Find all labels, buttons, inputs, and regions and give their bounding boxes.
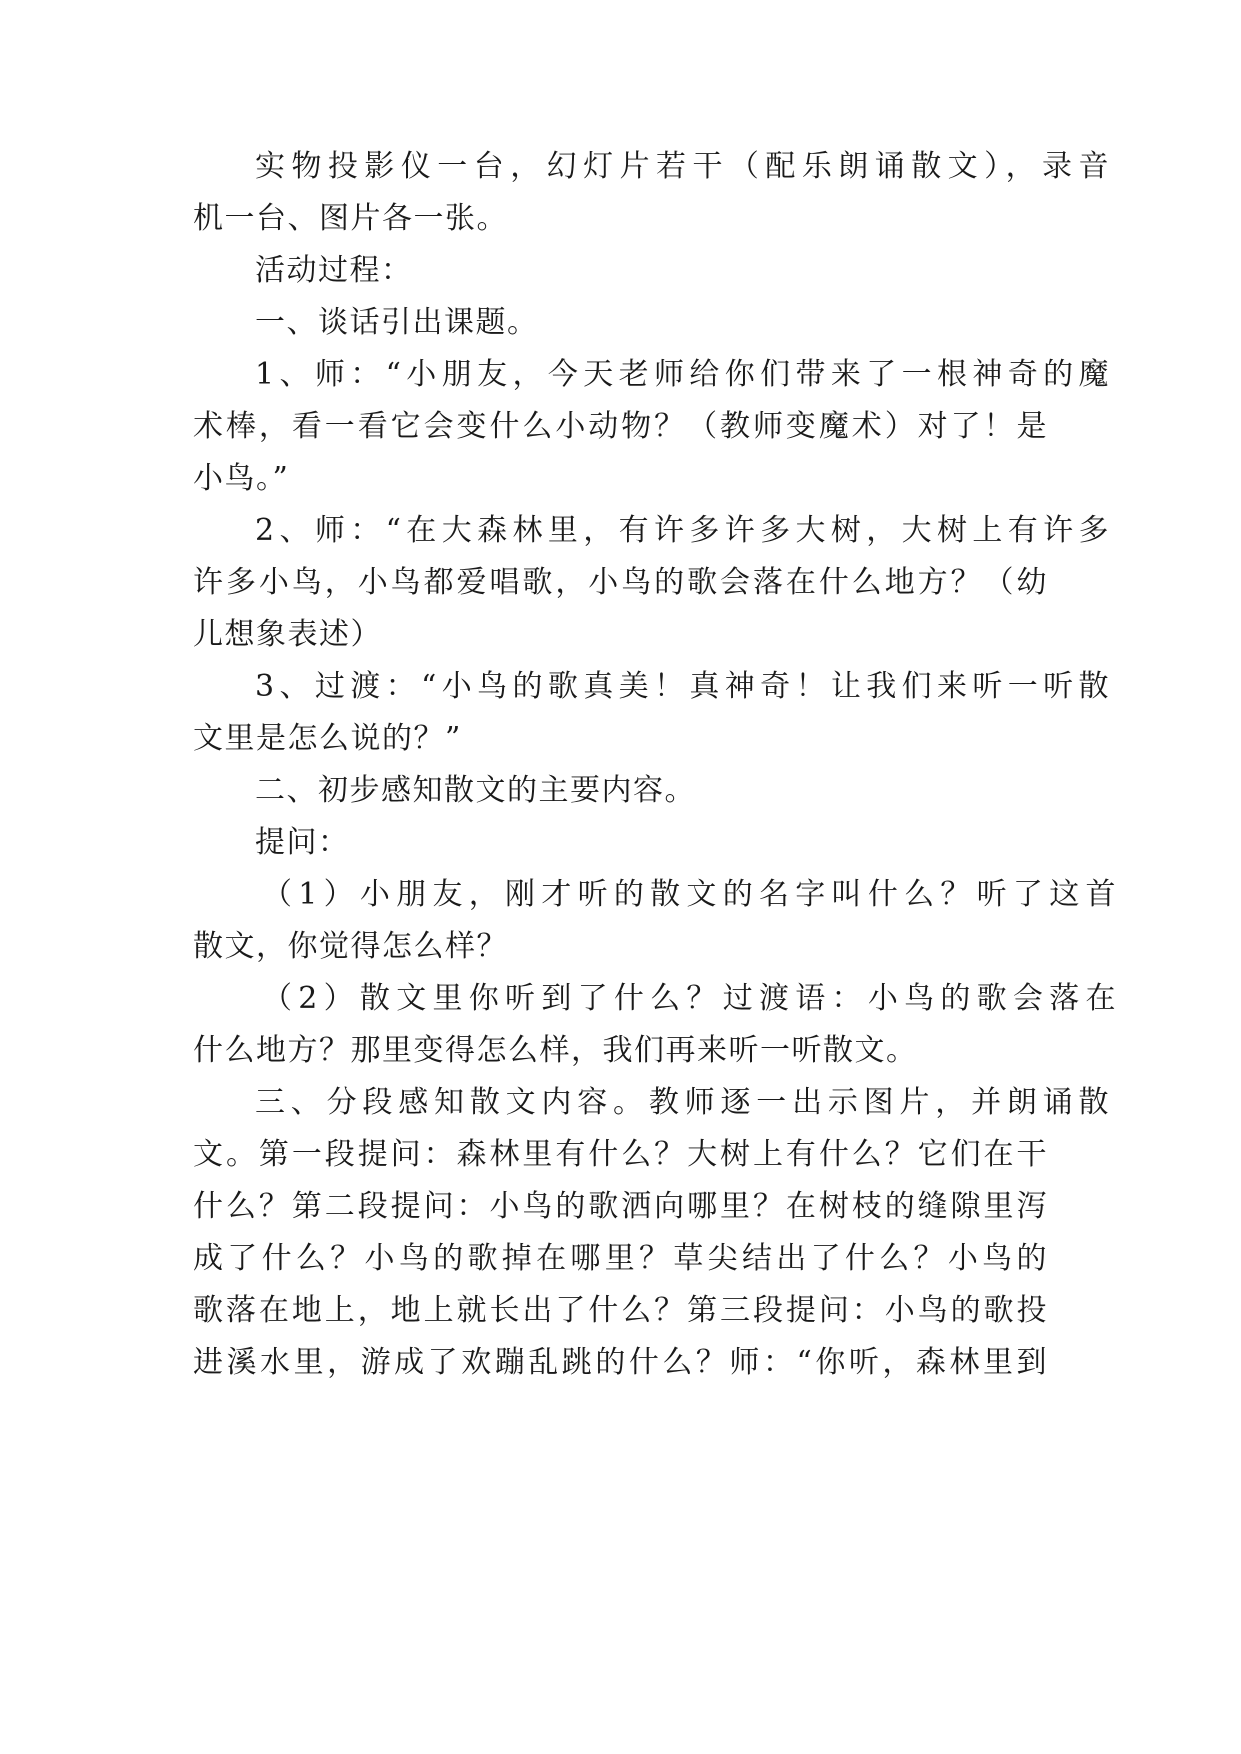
- section-heading: 活动过程：: [255, 253, 413, 288]
- paragraph-line: 实物投影仪一台，幻灯片若干（配乐朗诵散文），录音: [255, 149, 1110, 184]
- paragraph-line: 许多小鸟，小鸟都爱唱歌，小鸟的歌会落在什么地方？（幼: [193, 565, 1048, 600]
- paragraph-line: （2）散文里你听到了什么？过渡语：小鸟的歌会落在: [262, 981, 1117, 1016]
- section-heading: 三、分段感知散文内容。教师逐一出示图片，并朗诵散: [255, 1085, 1110, 1120]
- paragraph-line: 文里是怎么说的？”: [193, 721, 462, 756]
- paragraph-line: 2、师：“在大森林里，有许多许多大树，大树上有许多: [255, 513, 1110, 548]
- section-heading: 一、谈话引出课题。: [255, 305, 539, 340]
- paragraph-line: 散文，你觉得怎么样？: [193, 929, 508, 964]
- section-heading: 二、初步感知散文的主要内容。: [255, 773, 696, 808]
- paragraph-line: 进溪水里，游成了欢蹦乱跳的什么？师：“你听，森林里到: [193, 1345, 1048, 1380]
- paragraph-line: 小鸟。”: [193, 461, 290, 496]
- paragraph-line: 术棒，看一看它会变什么小动物？（教师变魔术）对了！是: [193, 409, 1048, 444]
- paragraph-line: 什么地方？那里变得怎么样，我们再来听一听散文。: [193, 1033, 918, 1068]
- paragraph-line: 儿想象表述）: [193, 617, 382, 652]
- paragraph-line: 3、过渡：“小鸟的歌真美！真神奇！让我们来听一听散: [255, 669, 1110, 704]
- paragraph-line: 文。第一段提问：森林里有什么？大树上有什么？它们在干: [193, 1137, 1048, 1172]
- paragraph-line: 提问：: [255, 825, 350, 860]
- paragraph-line: 什么？第二段提问：小鸟的歌洒向哪里？在树枝的缝隙里泻: [193, 1189, 1048, 1224]
- paragraph-line: 机一台、图片各一张。: [193, 201, 508, 236]
- paragraph-line: 成了什么？小鸟的歌掉在哪里？草尖结出了什么？小鸟的: [193, 1241, 1048, 1276]
- paragraph-line: （1）小朋友，刚才听的散文的名字叫什么？听了这首: [262, 877, 1117, 912]
- paragraph-line: 歌落在地上，地上就长出了什么？第三段提问：小鸟的歌投: [193, 1293, 1048, 1328]
- paragraph-line: 1、师：“小朋友，今天老师给你们带来了一根神奇的魔: [255, 357, 1110, 392]
